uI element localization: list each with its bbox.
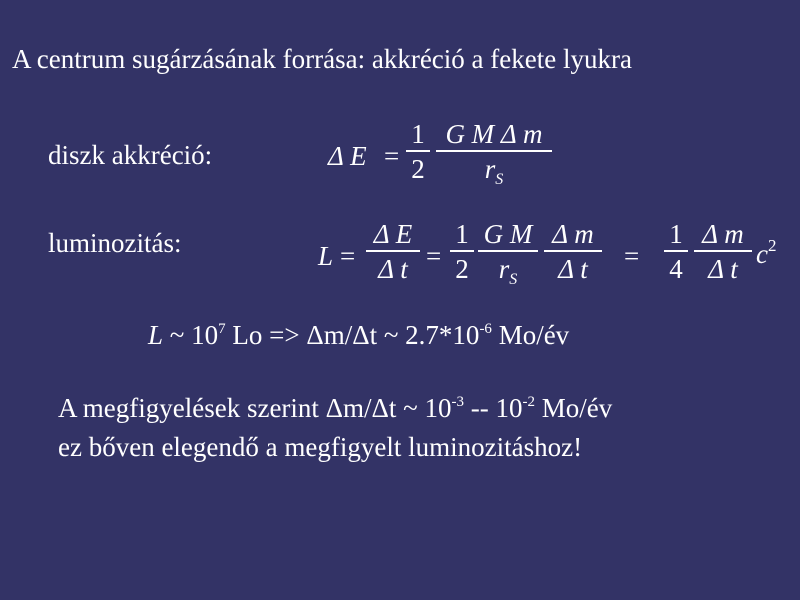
denominator: Δ t xyxy=(558,254,588,284)
disk-accretion-label: diszk akkréció: xyxy=(48,140,213,170)
l-symbol: L xyxy=(318,241,334,271)
c-squared: $c^2$ xyxy=(756,236,777,269)
equals-sign: = xyxy=(340,241,356,271)
denominator: 4 xyxy=(669,254,683,284)
numerator: 1 xyxy=(669,219,683,249)
fraction-dm-over-dt xyxy=(544,218,602,286)
denominator: Δ t xyxy=(708,254,738,284)
numerator: G M xyxy=(483,219,533,249)
fraction-gm-dm-over-rs xyxy=(436,118,552,197)
fraction-one-half xyxy=(406,118,430,186)
observation-line-2: ez bőven elegendő a megfigyelt luminozitáshoz! xyxy=(58,432,583,462)
equals-sign: = xyxy=(384,141,400,171)
denominator: $r_S$ xyxy=(498,254,518,288)
observation-line-1: A megfigyelések szerint Δm/Δt ~ $10^{-3} -- 10^{-2}$ Mo/év xyxy=(58,393,613,423)
fraction-de-over-dt xyxy=(366,218,420,286)
fraction-one-half xyxy=(450,218,474,286)
numerator: 1 xyxy=(455,219,469,249)
luminosity-label: luminozitás: xyxy=(48,228,182,258)
denominator: $r_S$ xyxy=(484,154,504,188)
fraction-gm-over-rs xyxy=(478,218,538,297)
numerator: Δ m xyxy=(552,219,594,249)
luminosity-estimate-line: L ~ $10^7$ Lo => Δm/Δt ~ $2.7*10^{-6}$ Mo/év xyxy=(148,320,570,350)
denominator: 2 xyxy=(411,154,425,184)
delta-e-symbol: Δ E xyxy=(328,141,367,171)
slide-title: A centrum sugárzásának forrása: akkréció a fekete lyukra xyxy=(12,44,632,74)
denominator: Δ t xyxy=(378,254,408,284)
numerator: Δ m xyxy=(702,219,744,249)
fraction-one-quarter xyxy=(664,218,688,286)
equals-sign: = xyxy=(624,241,640,271)
numerator: 1 xyxy=(411,119,425,149)
numerator: G M Δ m xyxy=(445,119,543,149)
denominator: 2 xyxy=(455,254,469,284)
numerator: Δ E xyxy=(373,219,413,249)
equals-sign: = xyxy=(426,241,442,271)
fraction-dm-over-dt-2 xyxy=(694,218,752,286)
